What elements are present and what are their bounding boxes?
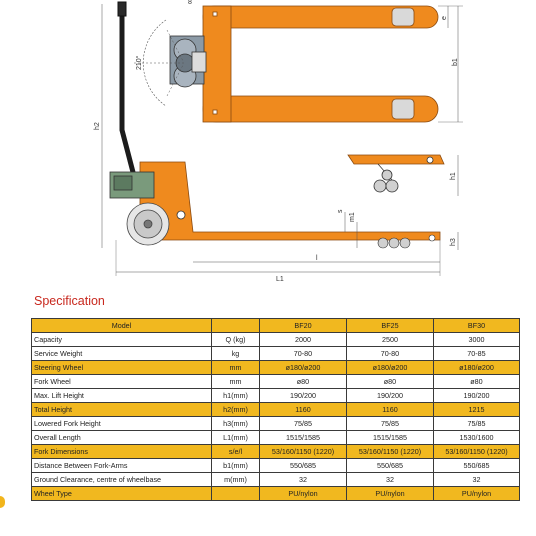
spec-value: 2500 — [347, 333, 434, 347]
spec-unit: mm — [212, 361, 260, 375]
spec-value: 53/160/1150 (1220) — [434, 445, 520, 459]
spec-value: PU/nylon — [347, 487, 434, 501]
spec-value: 1530/1600 — [434, 431, 520, 445]
table-row — [32, 403, 520, 417]
spec-value: 70-80 — [347, 347, 434, 361]
dim-b1: b1 — [452, 58, 459, 66]
spec-value: PU/nylon — [260, 487, 347, 501]
dim-h1: h1 — [450, 172, 457, 180]
spec-value: 70-85 — [434, 347, 520, 361]
header-bf20: BF20 — [260, 319, 347, 333]
spec-value: 75/85 — [434, 417, 520, 431]
spec-value: 190/200 — [434, 389, 520, 403]
header-unit — [212, 319, 260, 333]
dim-h2: h2 — [94, 122, 101, 130]
spec-value: 550/685 — [434, 459, 520, 473]
spec-label: Overall Length — [32, 431, 212, 445]
spec-label: Lowered Fork Height — [32, 417, 212, 431]
spec-label: Fork Dimensions — [32, 445, 212, 459]
top-frame — [203, 6, 231, 122]
spec-value: 70-80 — [260, 347, 347, 361]
spec-value: 550/685 — [260, 459, 347, 473]
spec-value: 190/200 — [260, 389, 347, 403]
dim-e: e — [441, 16, 448, 20]
dim-l: l — [316, 255, 318, 262]
spec-unit: h3(mm) — [212, 417, 260, 431]
spec-label: Ground Clearance, centre of wheelbase — [32, 473, 212, 487]
angle-label: 210° — [136, 55, 143, 70]
table-row — [32, 389, 520, 403]
side-handle — [118, 2, 134, 176]
spec-unit: mm — [212, 375, 260, 389]
dim-s: s — [337, 209, 344, 213]
raised-fork-detail — [348, 155, 444, 192]
dim-m1: m1 — [349, 212, 356, 222]
spec-value: ø80 — [260, 375, 347, 389]
spec-title: Specification — [34, 294, 105, 308]
spec-value: 1515/1585 — [347, 431, 434, 445]
header-model: Model — [32, 319, 212, 333]
table-row — [32, 375, 520, 389]
spec-value: 75/85 — [347, 417, 434, 431]
spec-unit: Q (kg) — [212, 333, 260, 347]
spec-unit: s/e/l — [212, 445, 260, 459]
spec-unit: L1(mm) — [212, 431, 260, 445]
spec-value: 75/85 — [260, 417, 347, 431]
table-row — [32, 487, 520, 501]
spec-value: 2000 — [260, 333, 347, 347]
table-row — [32, 473, 520, 487]
spec-value: 53/160/1150 (1220) — [260, 445, 347, 459]
header-bf30: BF30 — [434, 319, 520, 333]
table-row — [32, 361, 520, 375]
spec-unit: h2(mm) — [212, 403, 260, 417]
spec-unit: kg — [212, 347, 260, 361]
spec-unit — [212, 487, 260, 501]
table-row — [32, 445, 520, 459]
spec-value: ø80 — [434, 375, 520, 389]
spec-label: Steering Wheel — [32, 361, 212, 375]
spec-value: 1215 — [434, 403, 520, 417]
top-fork-wheel-lower — [392, 99, 414, 119]
spec-value: 32 — [347, 473, 434, 487]
spec-value: 32 — [260, 473, 347, 487]
spec-label: Total Height — [32, 403, 212, 417]
top-pump-hub — [170, 36, 206, 87]
table-row — [32, 431, 520, 445]
spec-value: 1160 — [260, 403, 347, 417]
top-view — [203, 6, 438, 122]
spec-value: PU/nylon — [434, 487, 520, 501]
spec-value: 1160 — [347, 403, 434, 417]
spec-value: 550/685 — [347, 459, 434, 473]
table-row — [32, 459, 520, 473]
spec-label: Max. Lift Height — [32, 389, 212, 403]
header-bf25: BF25 — [347, 319, 434, 333]
spec-label: Wheel Type — [32, 487, 212, 501]
dim-L1: L1 — [276, 276, 284, 283]
top-fork-slot-upper — [213, 12, 217, 16]
table-row — [32, 417, 520, 431]
top-fork-slot-lower — [213, 110, 217, 114]
spec-table — [31, 318, 520, 501]
spec-value: ø180/ø200 — [434, 361, 520, 375]
spec-value: 53/160/1150 (1220) — [347, 445, 434, 459]
spec-value: ø180/ø200 — [347, 361, 434, 375]
spec-value: 32 — [434, 473, 520, 487]
spec-unit: h1(mm) — [212, 389, 260, 403]
dim-h3: h3 — [450, 238, 457, 246]
spec-value: ø80 — [347, 375, 434, 389]
table-row — [32, 333, 520, 347]
spec-label: Fork Wheel — [32, 375, 212, 389]
svg-text:8: 8 — [188, 0, 192, 6]
top-fork-wheel-upper — [392, 8, 414, 26]
spec-header-row — [32, 319, 520, 333]
spec-value: 1515/1585 — [260, 431, 347, 445]
spec-value: 190/200 — [347, 389, 434, 403]
spec-body — [32, 333, 520, 501]
table-row — [32, 347, 520, 361]
spec-unit: m(mm) — [212, 473, 260, 487]
spec-unit: b1(mm) — [212, 459, 260, 473]
spec-label: Distance Between Fork-Arms — [32, 459, 212, 473]
spec-label: Capacity — [32, 333, 212, 347]
spec-value: 3000 — [434, 333, 520, 347]
spec-label: Service Weight — [32, 347, 212, 361]
page-edge-tab — [0, 496, 5, 508]
side-steering-wheel — [127, 203, 169, 245]
spec-value: ø180/ø200 — [260, 361, 347, 375]
